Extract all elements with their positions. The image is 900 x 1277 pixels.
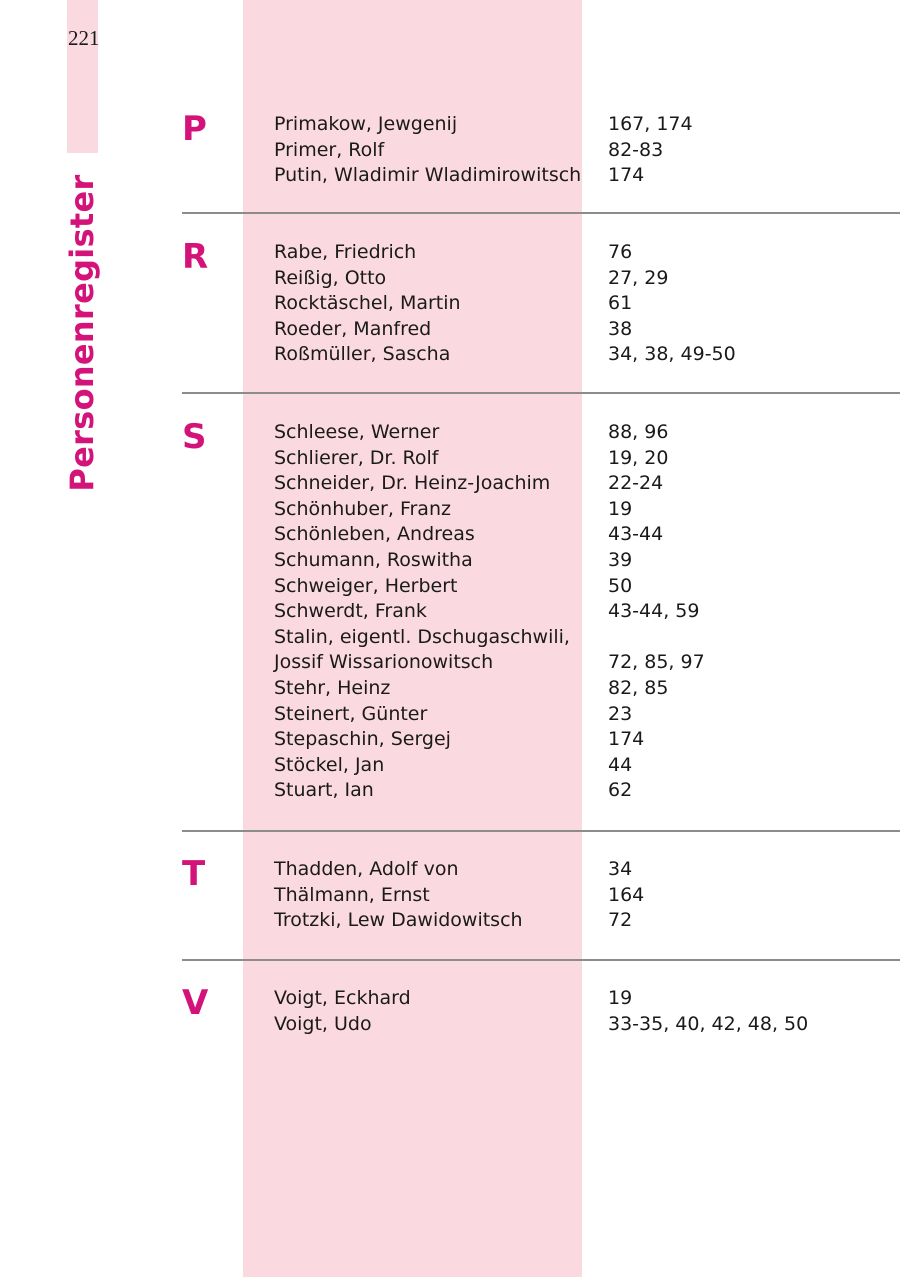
entry-name: Voigt, Eckhard — [274, 987, 411, 1009]
section-divider — [182, 830, 900, 832]
index-entry — [182, 342, 900, 368]
entry-pages: 82, 85 — [608, 676, 669, 699]
index-entry — [182, 1012, 900, 1038]
register-title: Personenregister — [63, 174, 101, 492]
entry-name: Putin, Wladimir Wladimirowitsch — [274, 164, 582, 187]
section-divider — [182, 959, 900, 961]
entry-name: Schwerdt, Frank — [274, 600, 427, 623]
entry-name: Schneider, Dr. Heinz-Joachim — [274, 472, 551, 495]
entry-pages: 22-24 — [608, 472, 664, 495]
entry-name: Thadden, Adolf von — [274, 858, 459, 880]
index-entry — [182, 574, 900, 600]
section-letter: P — [182, 109, 207, 149]
index-entry — [182, 753, 900, 779]
entry-pages: 88, 96 — [608, 421, 669, 443]
entry-name: Trotzki, Lew Dawidowitsch — [274, 909, 523, 932]
entry-pages: 82-83 — [608, 138, 664, 161]
section-divider — [182, 212, 900, 214]
index-entry — [182, 778, 900, 804]
entry-pages: 38 — [608, 317, 633, 340]
entry-pages: 72, 85, 97 — [608, 651, 705, 674]
entry-pages: 174 — [608, 728, 645, 751]
entry-name: Roßmüller, Sascha — [274, 343, 451, 366]
entry-name: Rocktäschel, Martin — [274, 292, 461, 315]
index-entry — [182, 112, 900, 138]
entry-list — [182, 983, 900, 1037]
section-letter: T — [182, 854, 206, 894]
entry-pages: 34 — [608, 858, 633, 880]
index-entry — [182, 599, 900, 625]
entry-pages: 34, 38, 49-50 — [608, 343, 736, 366]
section-divider — [182, 392, 900, 394]
entry-pages: 43-44, 59 — [608, 600, 700, 623]
entry-name: Jossif Wissarionowitsch — [274, 651, 494, 674]
entry-pages: 33-35, 40, 42, 48, 50 — [608, 1012, 809, 1035]
index-entry — [182, 676, 900, 702]
page-tab — [67, 0, 98, 153]
entry-pages: 44 — [608, 753, 633, 776]
entry-name: Stalin, eigentl. Dschugaschwili, — [274, 625, 570, 648]
entry-list — [182, 237, 900, 368]
index-entry — [182, 986, 900, 1012]
entry-pages: 61 — [608, 292, 633, 315]
entry-pages: 39 — [608, 548, 633, 571]
index-entry — [182, 266, 900, 292]
entry-name: Schweiger, Herbert — [274, 574, 458, 597]
entry-name: Voigt, Udo — [274, 1012, 372, 1035]
entry-pages: 164 — [608, 883, 645, 906]
entry-pages: 19 — [608, 987, 633, 1009]
section-letter: S — [182, 417, 207, 457]
index-entry — [182, 446, 900, 472]
page-number: 221 — [68, 26, 100, 50]
entry-name: Stuart, Ian — [274, 779, 374, 802]
entry-pages: 19 — [608, 497, 633, 520]
entry-name: Stöckel, Jan — [274, 753, 385, 776]
entry-pages: 174 — [608, 164, 645, 187]
entry-name: Schumann, Roswitha — [274, 548, 473, 571]
entry-name: Steinert, Günter — [274, 702, 428, 725]
entry-pages: 62 — [608, 779, 633, 802]
index-entry — [182, 883, 900, 909]
index-entry — [182, 163, 900, 189]
entry-name: Primer, Rolf — [274, 138, 385, 161]
index-entry — [182, 240, 900, 266]
index-entry — [182, 317, 900, 343]
entry-name: Reißig, Otto — [274, 266, 387, 289]
entry-pages: 43-44 — [608, 523, 664, 546]
entry-list — [182, 854, 900, 934]
entry-name: Stehr, Heinz — [274, 676, 391, 699]
entry-pages: 23 — [608, 702, 633, 725]
index-entry — [182, 548, 900, 574]
index-entry — [182, 138, 900, 164]
entry-name: Schleese, Werner — [274, 421, 440, 443]
entry-pages: 27, 29 — [608, 266, 669, 289]
index-entry — [182, 908, 900, 934]
entry-pages: 167, 174 — [608, 113, 693, 135]
entry-pages: 72 — [608, 909, 633, 932]
entry-pages: 19, 20 — [608, 446, 669, 469]
entry-name: Rabe, Friedrich — [274, 241, 417, 263]
entry-name: Schönleben, Andreas — [274, 523, 475, 546]
entry-name: Schlierer, Dr. Rolf — [274, 446, 439, 469]
index-entry — [182, 471, 900, 497]
index-entry — [182, 291, 900, 317]
entry-list — [182, 109, 900, 189]
entry-name: Schönhuber, Franz — [274, 497, 451, 520]
entry-pages: 76 — [608, 241, 633, 263]
section-letter: R — [182, 237, 209, 277]
entry-name: Primakow, Jewgenij — [274, 113, 458, 135]
index-entry — [182, 702, 900, 728]
index-entry — [182, 625, 900, 651]
index-entry — [182, 420, 900, 446]
entry-name: Roeder, Manfred — [274, 317, 432, 340]
section-letter: V — [182, 983, 209, 1023]
index-entry — [182, 650, 900, 676]
index-entry — [182, 857, 900, 883]
entry-name: Stepaschin, Sergej — [274, 728, 451, 751]
index-entry — [182, 522, 900, 548]
entry-list — [182, 417, 900, 804]
entry-name: Thälmann, Ernst — [274, 883, 430, 906]
entry-pages: 50 — [608, 574, 633, 597]
index-entry — [182, 497, 900, 523]
index-entry — [182, 727, 900, 753]
